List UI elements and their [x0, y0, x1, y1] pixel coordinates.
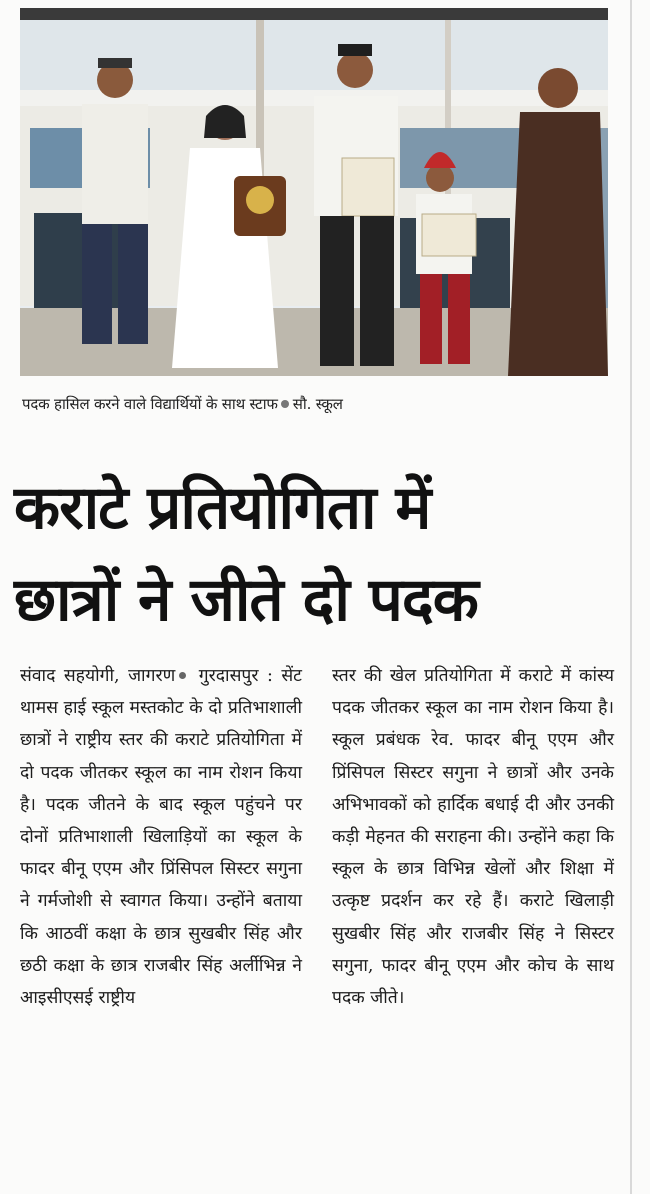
photo-caption — [22, 394, 612, 414]
article-column-right — [332, 660, 614, 1014]
article-body-right: स्तर की खेल प्रतियोगिता में कराटे में कांस्य पदक जीतकर स्कूल का नाम रोशन किया है। स्कूल प्रबंधक रेव. फादर बीनू एएम और प्रिंसिपल सिस्टर सगुना ने छात्रों और उनके अभिभावकों को हार्दिक बधाई दी और उनकी कड़ी मेहनत की सराहना की। उन्होंने कहा कि स्कूल के छात्र विभिन्न खेलों और शिक्षा में उत्कृष्ट प्रदर्शन कर रहे हैं। कराटे खिलाड़ी सुखबीर सिंह और राजबीर सिंह ने सिस्टर सगुना, फादर बीनू एएम और कोच के साथ पदक जीते। — [332, 666, 614, 1009]
group-photo-icon — [20, 8, 608, 376]
headline-line-1: कराटे प्रतियोगिता में — [14, 473, 431, 543]
headline-line-2: छात्रों ने जीते दो पदक — [14, 565, 478, 635]
bullet-icon — [179, 672, 186, 679]
photo-credit: सौ. स्कूल — [292, 395, 343, 413]
caption-text: पदक हासिल करने वाले विद्यार्थियों के साथ स्टाफ — [22, 395, 278, 413]
headline — [14, 462, 614, 646]
article-column-left — [20, 660, 302, 1014]
dateline: संवाद सहयोगी, जागरण — [20, 666, 176, 686]
bullet-icon — [281, 400, 289, 408]
news-photo — [20, 8, 608, 376]
page-divider — [630, 0, 632, 1194]
article-body-left: गुरदासपुर : सेंट थामस हाई स्कूल मस्तकोट के दो प्रतिभाशाली छात्रों ने राष्ट्रीय स्तर की कराटे प्रतियोगिता में दो पदक जीतकर स्कूल का नाम रोशन किया है। पदक जीतने के बाद स्कूल पहुंचने पर दोनों प्रतिभाशाली खिलाड़ियों का स्कूल के फादर बीनू एएम और प्रिंसिपल सिस्टर सगुना ने गर्मजोशी से स्वागत किया। उन्होंने बताया कि आठवीं कक्षा के छात्र सुखबीर सिंह और छठी कक्षा के छात्र राजबीर सिंह अर्लीभिन्न ने आइसीएसई राष्ट्रीय — [20, 666, 302, 1009]
